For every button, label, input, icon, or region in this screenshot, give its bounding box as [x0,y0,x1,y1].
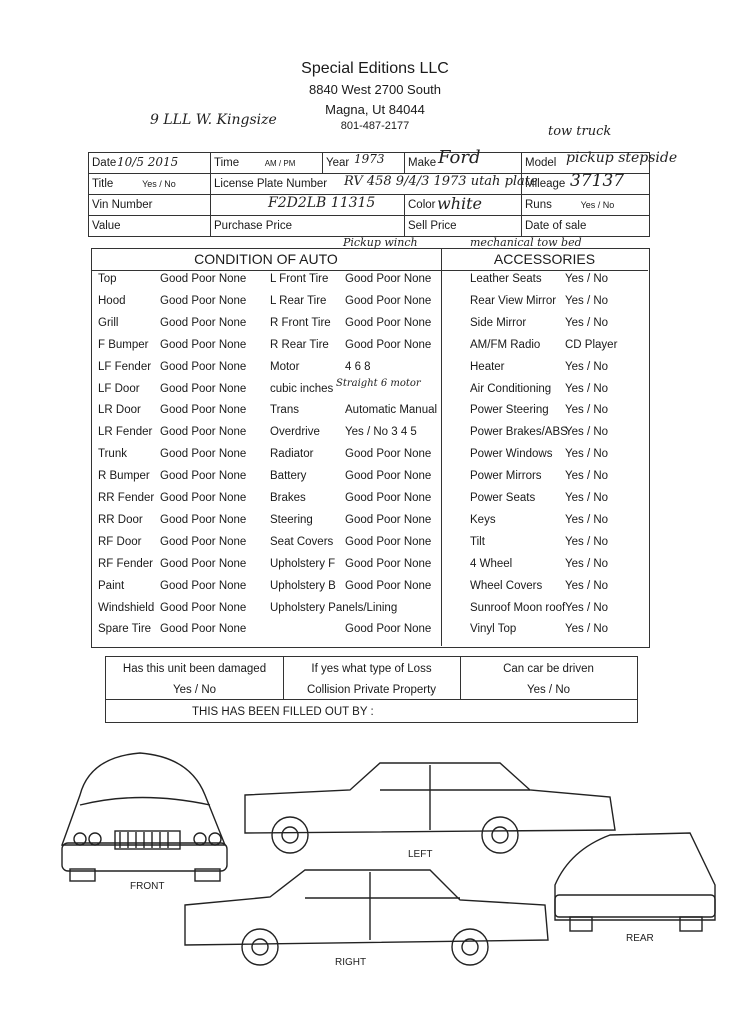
col2-options-1[interactable]: Good Poor None [345,294,432,307]
col3-options-13[interactable]: Yes / No [565,557,609,570]
col1-label-2: Grill [98,316,119,329]
col2-label-10: Brakes [270,492,306,504]
hw-year: 1973 [354,152,385,166]
col1-label-1: Hood [98,294,126,307]
col1-label-6: LR Door [98,404,141,417]
col3-options-6[interactable]: Yes / No [565,404,609,417]
condition-header: CONDITION OF AUTO [194,251,338,267]
col1-options-12[interactable]: Good Poor None [160,535,247,548]
q-loss-opts: Collision Private Property [306,684,437,696]
col3-options-14[interactable]: Yes / No [565,579,609,592]
col2-label-3: R Rear Tire [270,338,329,351]
hw-cond-note: Pickup winch [343,236,418,249]
hw-make: Ford [438,147,481,168]
col1-label-9: R Bumper [98,470,150,483]
col1-label-13: RF Fender [98,557,153,570]
col1-options-15[interactable]: Good Poor None [160,601,247,614]
company-city: Magna, Ut 84044 [325,102,425,117]
col3-options-10[interactable]: Yes / No [565,492,609,504]
col2-label-6: Trans [270,404,299,417]
accessories-header: ACCESSORIES [493,251,596,267]
col2-options-9[interactable]: Good Poor None [345,470,432,483]
col3-options-5[interactable]: Yes / No [565,382,609,395]
purchase-label: Purchase Price [211,216,405,237]
col1-label-5: LF Door [98,382,140,395]
filled-out-by: THIS HAS BEEN FILLED OUT BY : [192,706,374,718]
hw-cubic-note: Straight 6 motor [336,378,421,389]
col3-options-0[interactable]: Yes / No [565,273,609,285]
col3-options-3[interactable]: CD Player [565,338,618,351]
col2-label-8: Radiator [270,448,314,461]
col1-options-7[interactable]: Good Poor None [160,426,247,439]
date-label: Date [89,153,211,174]
plate-label: License Plate Number [211,174,522,195]
col2-label-1: L Rear Tire [270,294,327,307]
runs-label: Runs [525,199,552,211]
col2-label-0: L Front Tire [270,273,329,285]
col2-options-10[interactable]: Good Poor None [345,492,432,504]
col1-options-0[interactable]: Good Poor None [160,273,247,285]
col2-label-12: Seat Covers [270,535,334,548]
col1-options-14[interactable]: Good Poor None [160,579,247,592]
col3-label-14: Wheel Covers [470,579,543,592]
hw-model: pickup stepside [566,150,678,166]
col2-label-4: Motor [270,360,300,373]
q-loss-type: If yes what type of Loss [311,663,432,675]
col3-label-9: Power Mirrors [470,470,542,483]
col1-label-3: F Bumper [98,338,149,351]
col1-options-11[interactable]: Good Poor None [160,513,247,526]
company-street: 8840 West 2700 South [308,82,442,97]
car-left-view [245,763,615,853]
col1-label-4: LF Fender [98,360,152,373]
col3-options-12[interactable]: Yes / No [565,535,609,548]
col2-options-12[interactable]: Good Poor None [345,535,432,548]
col3-label-1: Rear View Mirror [470,294,557,307]
col3-label-12: Tilt [470,535,485,548]
col1-options-10[interactable]: Good Poor None [160,492,247,504]
col3-options-4[interactable]: Yes / No [565,360,609,373]
col1-label-15: Windshield [98,601,155,614]
label-rear: REAR [626,933,654,944]
title-yesno: Yes / No [142,179,176,189]
company-phone: 801-487-2177 [340,120,410,132]
col1-options-13[interactable]: Good Poor None [160,557,247,570]
ampm-label: AM / PM [264,159,296,168]
col1-label-8: Trunk [98,448,127,461]
col3-label-3: AM/FM Radio [470,338,541,351]
year-label: Year [323,153,405,174]
col2-options-16[interactable]: Good Poor None [345,623,432,636]
col3-label-16: Vinyl Top [470,623,517,636]
q-driven-opts: Yes / No [526,684,571,696]
col1-options-4[interactable]: Good Poor None [160,360,247,373]
col2-label-2: R Front Tire [270,316,331,329]
col3-options-16[interactable]: Yes / No [565,623,609,636]
col2-options-6[interactable]: Automatic Manual [345,404,438,417]
col2-options-14[interactable]: Good Poor None [345,579,432,592]
col2-label-11: Steering [270,513,313,526]
col3-options-2[interactable]: Yes / No [565,316,609,329]
sell-label: Sell Price [405,216,522,237]
col3-label-6: Power Steering [470,404,549,417]
hw-color: white [437,194,483,213]
col3-label-10: Power Seats [470,492,536,504]
value-label: Value [89,216,211,237]
col1-label-11: RR Door [98,513,143,526]
color-label: Color [405,195,522,216]
col2-options-11[interactable]: Good Poor None [345,513,432,526]
mileage-label: Mileage [522,174,650,195]
col1-label-14: Paint [98,579,125,592]
handwritten-top-note: tow truck [548,124,612,139]
col2-options-3[interactable]: Good Poor None [345,338,432,351]
col1-label-7: LR Fender [98,426,153,439]
title-label: Title [92,178,114,190]
q-damaged: Has this unit been damaged [122,663,267,675]
col2-options-8[interactable]: Good Poor None [345,448,432,461]
col3-label-5: Air Conditioning [470,382,552,395]
col3-label-7: Power Brakes/ABS [470,426,568,439]
col3-options-15[interactable]: Yes / No [565,601,609,614]
col1-options-16[interactable]: Good Poor None [160,623,247,636]
col3-label-4: Heater [470,360,505,373]
col1-options-1[interactable]: Good Poor None [160,294,247,307]
col3-label-11: Keys [470,513,496,526]
col3-options-1[interactable]: Yes / No [565,294,609,307]
col1-options-2[interactable]: Good Poor None [160,316,247,329]
col1-label-0: Top [98,273,117,285]
hw-vin: F2D2LB 11315 [268,195,376,211]
q-damaged-opts: Yes / No [172,684,217,696]
col2-label-15: Upholstery Panels/Lining [270,601,398,614]
damage-box [105,656,638,723]
col3-label-15: Sunroof Moon roof [470,601,566,614]
hw-acc-note: mechanical tow bed [470,236,582,249]
col2-options-4[interactable]: 4 6 8 [345,360,371,373]
col2-options-13[interactable]: Good Poor None [345,557,432,570]
col2-options-2[interactable]: Good Poor None [345,316,432,329]
label-front: FRONT [130,881,165,892]
col2-label-14: Upholstery B [270,579,336,592]
col1-options-5[interactable]: Good Poor None [160,382,247,395]
col2-options-0[interactable]: Good Poor None [345,273,432,285]
handwritten-address: 9 LLL W. Kingsize [150,112,277,128]
col1-options-6[interactable]: Good Poor None [160,404,247,417]
col1-options-8[interactable]: Good Poor None [160,448,247,461]
model-label: Model [522,153,650,174]
col2-label-5: cubic inches [270,382,334,395]
car-right-view [185,870,548,965]
col1-label-16: Spare Tire [98,623,152,636]
col3-label-2: Side Mirror [470,316,527,329]
hw-date: 10/5 2015 [117,155,179,169]
col2-options-7[interactable]: Yes / No 3 4 5 [345,426,417,439]
col3-label-13: 4 Wheel [470,557,513,570]
hw-plate: RV 458 9/4/3 1973 utah plate [344,174,538,189]
make-label: Make [405,153,522,174]
col2-label-7: Overdrive [270,426,320,439]
runs-yesno: Yes / No [580,200,615,210]
vin-label: Vin Number [89,195,211,216]
company-name: Special Editions LLC [301,60,449,77]
car-damage-diagram [50,735,720,975]
time-label: Time [214,157,240,169]
col1-label-10: RR Fender [98,492,155,504]
col3-options-11[interactable]: Yes / No [565,513,609,526]
col3-label-8: Power Windows [470,448,553,461]
date-of-sale-label: Date of sale [522,216,650,237]
col1-label-12: RF Door [98,535,142,548]
col2-label-13: Upholstery F [270,557,336,570]
car-rear-view [555,833,715,931]
col3-options-9[interactable]: Yes / No [565,470,609,483]
car-front-view [62,753,227,881]
col3-label-0: Leather Seats [470,273,542,285]
col1-options-3[interactable]: Good Poor None [160,338,247,351]
col1-options-9[interactable]: Good Poor None [160,470,247,483]
col3-options-7[interactable]: Yes / No [565,426,609,439]
label-right: RIGHT [335,957,367,968]
hw-mileage: 37137 [570,171,625,191]
label-left: LEFT [408,849,433,860]
col2-label-9: Battery [270,470,307,483]
col3-options-8[interactable]: Yes / No [565,448,609,461]
q-driven: Can car be driven [503,663,594,675]
